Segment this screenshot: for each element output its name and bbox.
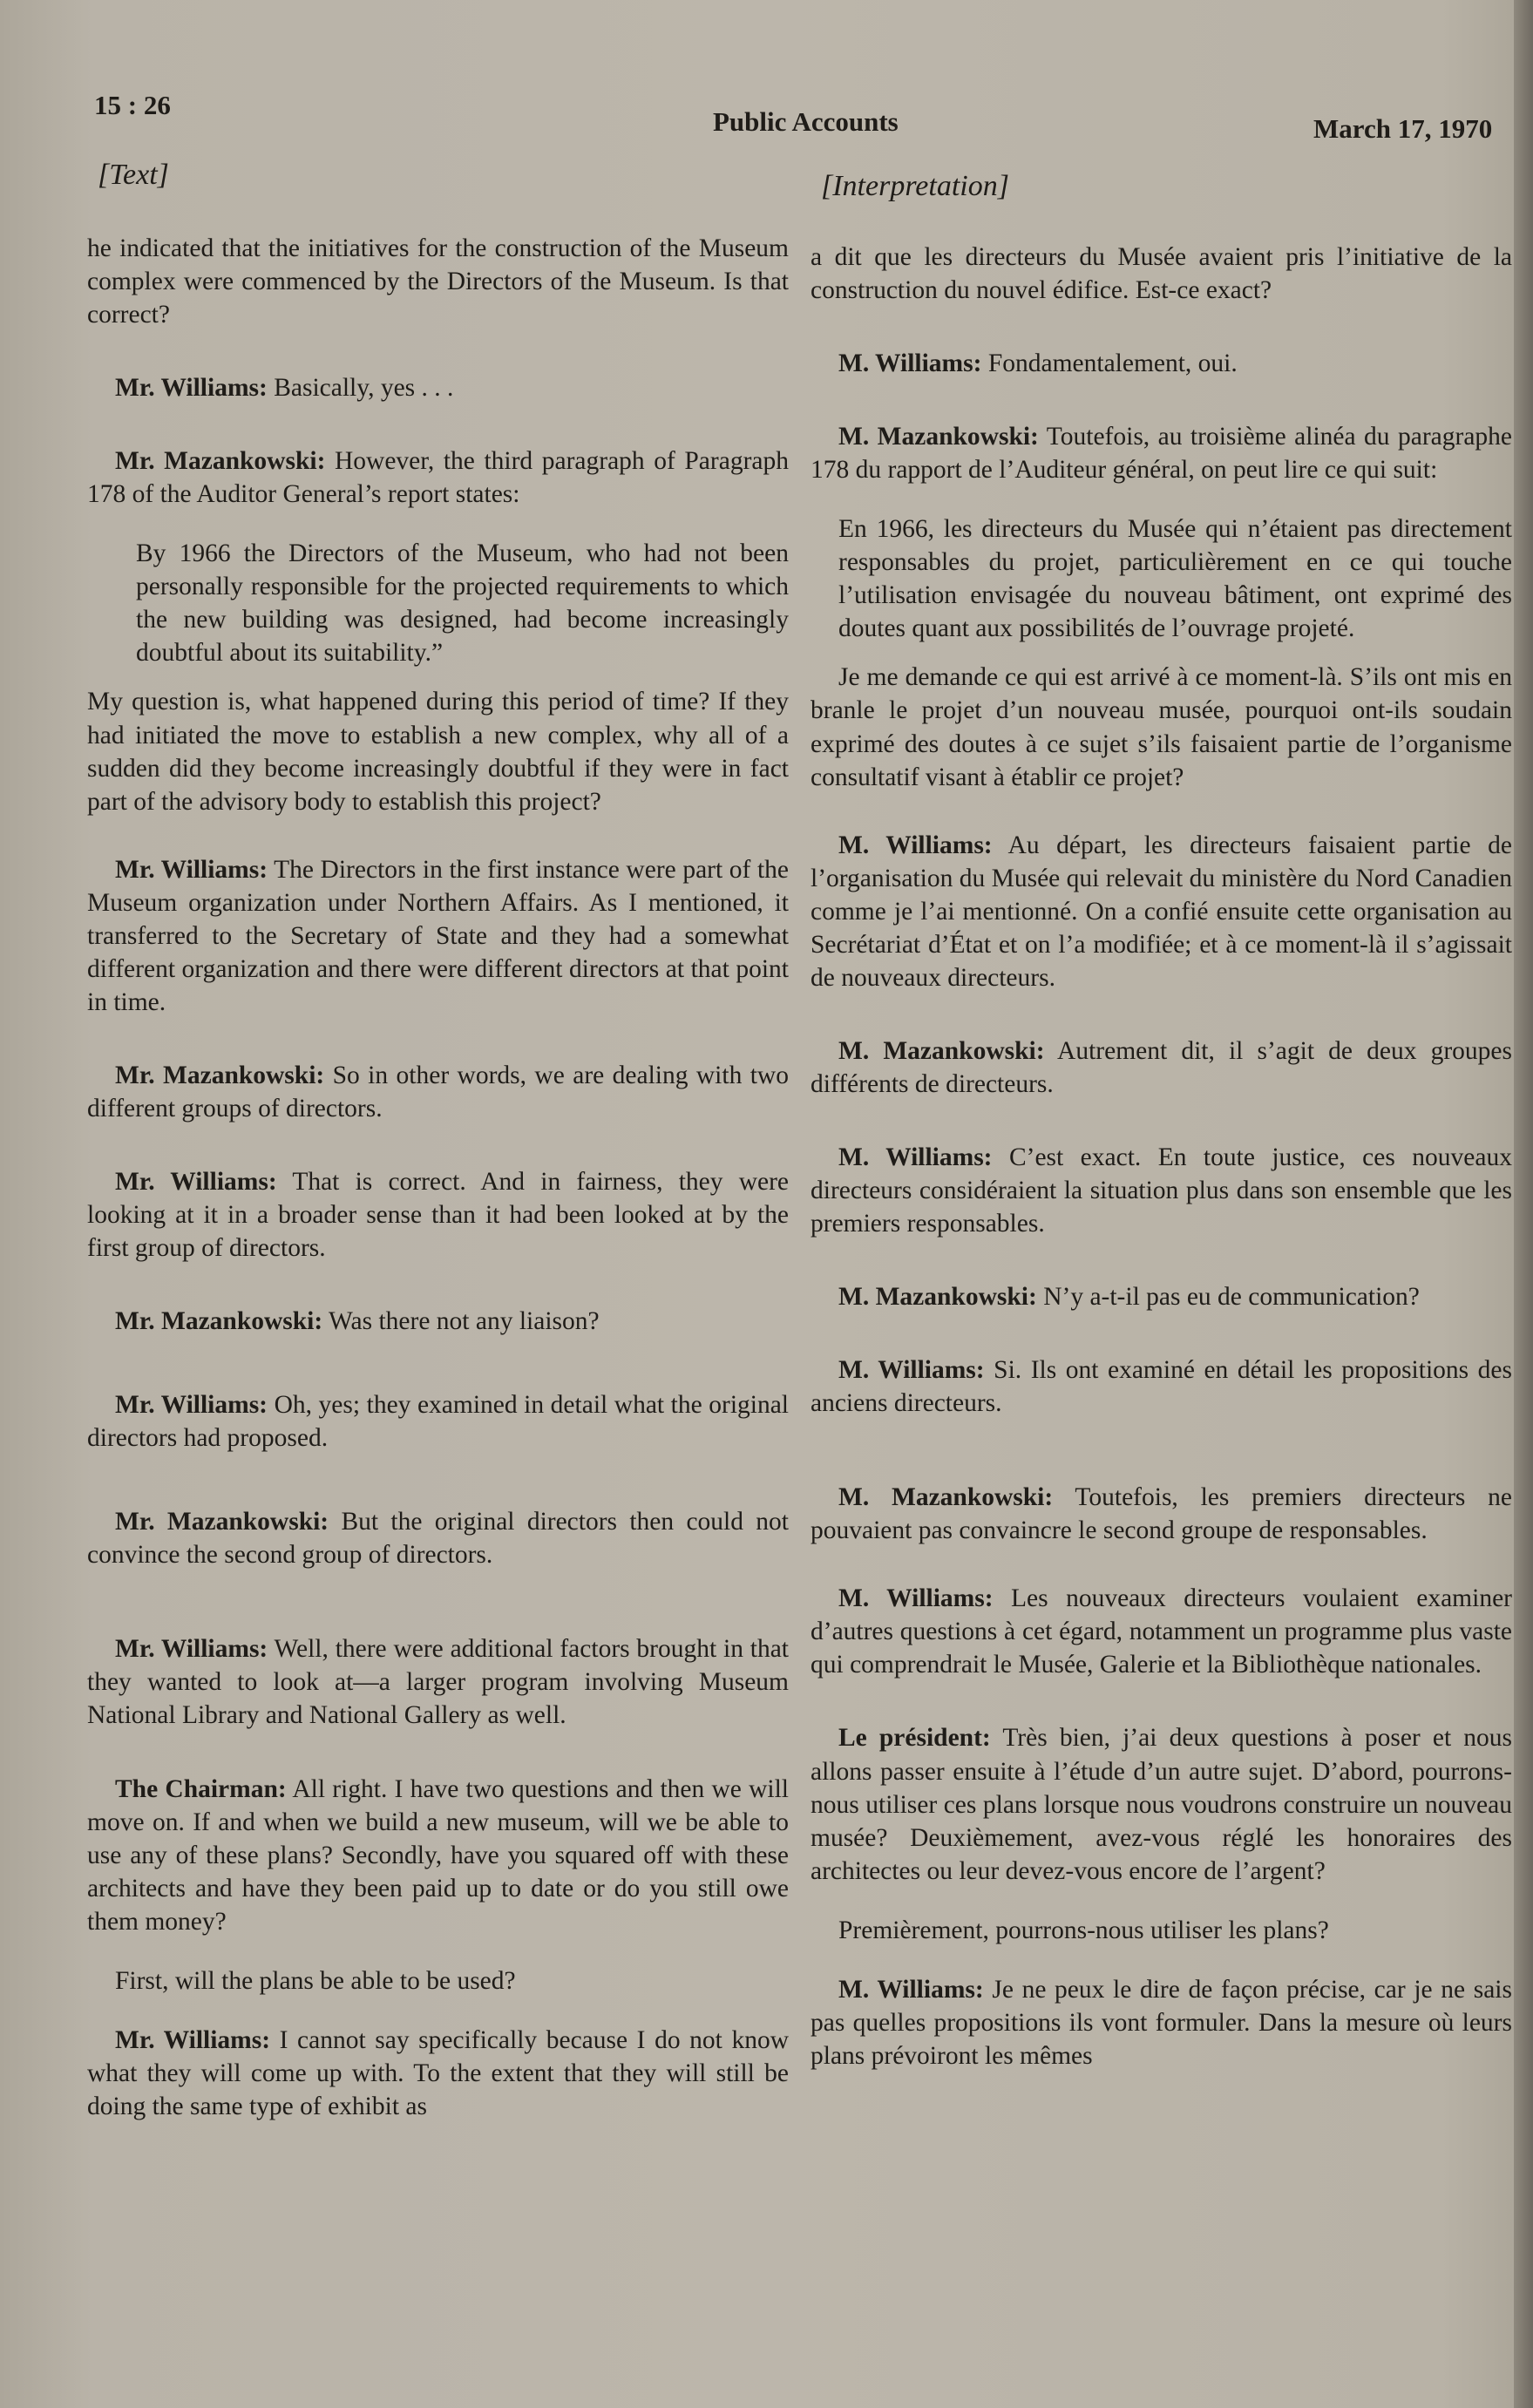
speech-text: Was there not any liaison?: [322, 1307, 600, 1336]
paragraph: [811, 1280, 1512, 1313]
paragraph: [811, 1034, 1512, 1101]
speaker-name: Mr. Mazankowski:: [115, 447, 326, 476]
paragraph: [87, 1505, 789, 1571]
speaker-name: M. Mazankowski:: [838, 1036, 1045, 1065]
speech-text: That is correct. And in fairness, they were looking at it in a broader sense than it had been looked at by the first group of directors.: [87, 1167, 790, 1263]
speech-text: Well, there were additional factors brought in that they wanted to look at—a larger program involving Museum National Library and National Gallery as well.: [87, 1635, 790, 1730]
speech-text: Très bien, j’ai deux questions à poser et nous allons passer ensuite à l’étude d’un autre sujet. D’abord, pourrons-nous utiliser ces plans lorsque nous voudrons construire un nouveau musée? Deuxièmement, avez-vous réglé les honoraires des architectes ou leur devez-vous encore de l’argent?: [811, 1724, 1513, 1885]
paragraph: [87, 1059, 789, 1125]
speaker-name: M. Mazankowski:: [838, 1283, 1037, 1312]
paragraph: [811, 1973, 1512, 2072]
paragraph: [811, 420, 1512, 486]
speech-text: N’y a-t-il pas eu de communication?: [1036, 1283, 1420, 1312]
paragraph: he indicated that the initiatives for the construction of the Museum complex were commenced by the Directors of the Museum. Is that correct?: [87, 234, 789, 329]
speaker-name: M. Mazankowski:: [838, 423, 1039, 451]
speaker-name: M. Williams:: [838, 831, 993, 859]
speaker-name: Mr. Williams:: [115, 1635, 268, 1664]
paragraph: [811, 1481, 1512, 1547]
paragraph: First, will the plans be able to be used?: [115, 1966, 516, 1995]
speaker-name: Mr. Williams:: [115, 855, 268, 884]
page-date: March 17, 1970: [1313, 113, 1493, 144]
speaker-name: Mr. Mazankowski:: [115, 1307, 323, 1336]
speech-text: Les nouveaux directeurs voulaient examiner d’autres questions à cet égard, notamment un programme plus vaste qui comprendrait le Musée, Galerie et la Bibliothèque nationales.: [811, 1584, 1512, 1679]
speech-text: Fondamentalement, oui.: [981, 349, 1238, 378]
paragraph: [811, 829, 1512, 994]
speaker-name: M. Williams:: [838, 1143, 993, 1171]
paragraph: [811, 1721, 1512, 1887]
speaker-name: M. Williams:: [838, 1975, 984, 2004]
left-section-label: [Text]: [98, 159, 169, 191]
speaker-name: Mr. Williams:: [115, 374, 268, 403]
speech-text: Si. Ils ont examiné en détail les propositions des anciens directeurs.: [811, 1356, 1512, 1418]
paragraph: a dit que les directeurs du Musée avaient pris l’initiative de la construction du nouvel édifice. Est-ce exact?: [811, 243, 1512, 305]
paragraph: Je me demande ce qui est arrivé à ce moment-là. S’ils ont mis en branle le projet d’un nouveau musée, pourquoi ont-ils soudain exprimé des doutes à ce sujet s’ils faisaient partie de l’organisme consultatif visant à établir ce projet?: [811, 663, 1512, 791]
paragraph: [87, 444, 789, 511]
speaker-name: M. Williams:: [838, 1356, 985, 1385]
paragraph: [87, 1773, 789, 1938]
right-section-label: [Interpretation]: [821, 170, 1009, 202]
block-quote: En 1966, les directeurs du Musée qui n’étaient pas directement responsables du projet, particulièrement en ce qui touche l’utilisation envisagée du nouveau bâtiment, ont exprimé des doutes quant aux possibilités de l’ouvrage projeté.: [838, 515, 1512, 643]
running-title: Public Accounts: [713, 106, 899, 137]
paragraph: Premièrement, pourrons-nous utiliser les plans?: [838, 1916, 1329, 1944]
speaker-name: Mr. Williams:: [115, 2025, 271, 2054]
speaker-name: Mr. Mazankowski:: [115, 1061, 325, 1089]
speech-text: Toutefois, au troisième alinéa du paragraphe 178 du rapport de l’Auditeur général, on peut lire ce qui suit:: [811, 423, 1513, 485]
speech-text: The Directors in the first instance were part of the Museum organization under Northern Affairs. As I mentioned, it transferred to the Secretary of State and they had a somewhat different organization and there were different directors at that point in time.: [87, 855, 789, 1016]
speech-text: Basically, yes . . .: [267, 374, 454, 403]
left-column: [87, 232, 789, 2163]
speech-text: All right. I have two questions and then we will move on. If and when we build a new museum, will we be able to use any of these plans? Secondly, have you squared off with these architects and have they been paid up to date or do you still owe them money?: [87, 1774, 790, 1936]
speaker-name: The Chairman:: [115, 1774, 287, 1803]
right-column: [811, 241, 1512, 2113]
speech-text: I cannot say specifically because I do not know what they will come up with. To the extent that they will still be doing the same type of exhibit as: [87, 2025, 790, 2120]
paragraph: [811, 1141, 1512, 1240]
speaker-name: Mr. Williams:: [115, 1391, 268, 1420]
paragraph: [811, 1582, 1512, 1681]
speaker-name: Mr. Mazankowski:: [115, 1508, 329, 1536]
paragraph: [87, 1388, 789, 1455]
paragraph: [811, 347, 1512, 380]
paragraph: [87, 1165, 789, 1265]
speaker-name: Mr. Williams:: [115, 1167, 277, 1196]
paragraph: [87, 2024, 789, 2123]
speaker-name: M. Williams:: [838, 349, 982, 378]
paragraph: [87, 1305, 789, 1338]
speech-text: Au départ, les directeurs faisaient partie de l’organisation du Musée qui relevait du ministère du Nord Canadien comme je l’ai mentionné. On a confié ensuite cette organisation au Secrétariat d’État et on l’a modifiée; et à ce moment-là il s’agissait de nouveaux directeurs.: [811, 831, 1512, 992]
page-number: 15 : 26: [94, 90, 171, 120]
paragraph: [811, 1353, 1512, 1420]
speech-text: C’est exact. En toute justice, ces nouveaux directeurs considéraient la situation plus dans son ensemble que les premiers responsables.: [811, 1143, 1512, 1238]
speech-text: However, the third paragraph of Paragraph 178 of the Auditor General’s report states:: [87, 447, 789, 509]
paragraph: [87, 371, 789, 404]
paragraph: My question is, what happened during this period of time? If they had initiated the move to establish a new complex, why all of a sudden did they become increasingly doubtful if they were in fact part of the advisory body to establish this project?: [87, 688, 789, 816]
paragraph: [87, 853, 789, 1019]
speaker-name: M. Williams:: [838, 1584, 994, 1613]
speaker-name: Le président:: [838, 1724, 991, 1753]
speech-text: Je ne peux le dire de façon précise, car je ne sais pas quelles propositions ils vont formuler. Dans la mesure où leurs plans prévoiront les mêmes: [811, 1975, 1512, 2070]
speech-text: Oh, yes; they examined in detail what the original directors had proposed.: [87, 1391, 790, 1453]
speaker-name: M. Mazankowski:: [838, 1483, 1054, 1512]
speech-text: Toutefois, les premiers directeurs ne pouvaient pas convaincre le second groupe de responsables.: [811, 1483, 1512, 1545]
page-edge-shadow: [1514, 0, 1533, 2408]
speech-text: Autrement dit, il s’agit de deux groupes différents de directeurs.: [811, 1036, 1512, 1098]
paragraph: [87, 1632, 789, 1732]
block-quote: By 1966 the Directors of the Museum, who had not been personally responsible for the projected requirements to which the new building was designed, had become increasingly doubtful about its suitability.”: [136, 539, 789, 668]
speech-text: But the original directors then could not convince the second group of directors.: [87, 1508, 789, 1570]
speech-text: So in other words, we are dealing with two different groups of directors.: [87, 1061, 789, 1123]
